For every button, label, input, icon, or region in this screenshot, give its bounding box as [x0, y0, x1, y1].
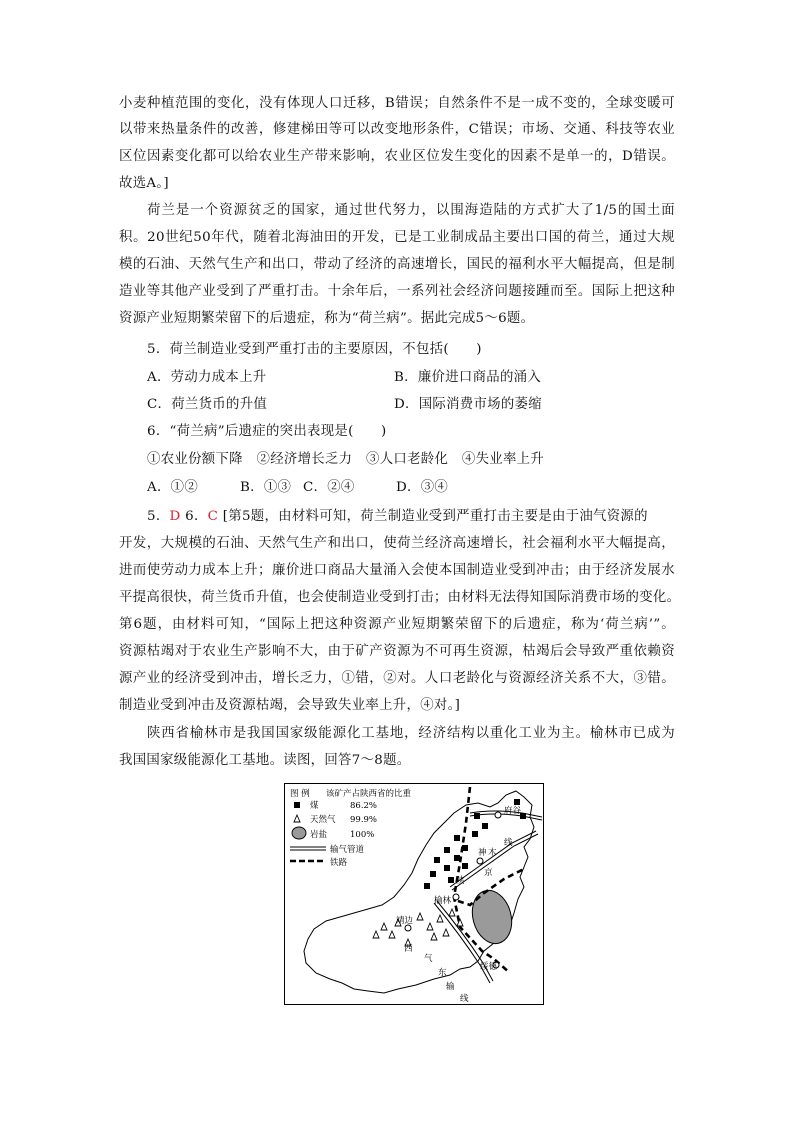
coal-mark — [454, 855, 460, 861]
q5-option-c: C．荷兰货币的升值 — [147, 397, 268, 412]
q6-option-b: B．①③ — [240, 480, 292, 495]
q6-items: ①农业份额下降 ②经济增长乏力 ③人口老龄化 ④失业率上升 — [147, 452, 545, 467]
legend-pipeline-label: 输气管道 — [330, 845, 365, 855]
answer-line-6: 资源枯竭对于农业生产影响不大，由于矿产资源为不可再生资源，枯竭后会导致严重依赖资 — [119, 644, 675, 659]
coal-mark — [514, 799, 520, 805]
label-xidong-5: 线 — [460, 994, 469, 1004]
answer-line-1 — [147, 507, 675, 527]
label-shenmu-3: 线 — [504, 838, 513, 848]
legend-header: 该矿产占陕西省的比重 — [326, 789, 412, 799]
label-fugu: 府谷 — [504, 806, 522, 816]
coal-mark — [482, 823, 488, 829]
answer-q5-letter: D — [169, 509, 181, 524]
legend-salt-icon — [292, 827, 306, 839]
coal-mark — [462, 863, 468, 869]
coal-mark — [474, 813, 480, 819]
q6-option-a: A．①② — [147, 480, 199, 495]
answer-line-8: 制造业受到冲击及资源枯竭，会导致失业率上升，④对。] — [119, 698, 461, 713]
legend-railway-label: 铁路 — [330, 858, 348, 868]
legend-title: 图 例 — [290, 789, 310, 799]
coal-mark — [454, 835, 460, 841]
q6-option-d: D．③④ — [396, 480, 449, 495]
label-suide: 绥德 — [480, 962, 498, 972]
answer-q6-letter: C — [207, 509, 219, 524]
yulin-map-figure — [284, 783, 544, 1005]
answer-line-5: 第6题，由材料可知，“国际上把这种资源产业短期繁荣留下的后遗症，称为‘荷兰病’”。 — [119, 617, 675, 632]
p2-line-3: 模的石油、天然气生产和出口，带动了经济的高速增长，国民的福利水平大幅提高，但是制 — [119, 257, 675, 272]
label-shenmu-1: 神 — [478, 848, 487, 858]
legend-gas-label: 天然气 — [310, 815, 336, 825]
answer-line-1-text: [第5题，由材料可知，荷兰制造业受到严重打击主要是由于油气资源的 — [222, 509, 648, 524]
coal-mark — [444, 865, 450, 871]
city-shenmu-marker — [477, 858, 483, 864]
legend-coal-icon — [294, 802, 300, 808]
label-xidong-1: 西 — [404, 944, 413, 954]
coal-mark — [462, 845, 468, 851]
answer-line-2: 开发，大规模的石油、天然气生产和出口，使荷兰经济高速增长，社会福利水平大幅提高， — [119, 536, 675, 551]
label-jingshan-2: 陕 — [456, 876, 465, 886]
city-fugu-marker — [495, 812, 501, 818]
q6-option-c: C．②④ — [303, 480, 355, 495]
legend-gas-value: 99.9% — [350, 815, 378, 825]
p1-line-4: 故选A。] — [119, 176, 169, 191]
label-xidong-3: 东 — [438, 968, 447, 978]
p1-line-1: 小麦种植范围的变化，没有体现人口迁移，B错误；自然条件不是一成不变的，全球变暖可 — [119, 96, 675, 111]
answer-q6-number: 6． — [185, 509, 208, 524]
coal-mark — [430, 871, 436, 877]
p3-line-2: 我国国家级能源化工基地。读图，回答7～8题。 — [119, 753, 411, 768]
answer-line-3: 进而使劳动力成本上升；廉价进口商品大量涌入会使本国制造业受到冲击；由于经济发展水 — [119, 563, 675, 578]
p3-line-1: 陕西省榆林市是我国国家级能源化工基地，经济结构以重化工业为主。榆林市已成为 — [147, 726, 675, 741]
city-yulin-marker — [453, 894, 459, 900]
legend-salt-value: 100% — [350, 830, 375, 840]
q5-option-d: D．国际消费市场的萎缩 — [394, 397, 542, 412]
q5-option-a: A．劳动力成本上升 — [147, 370, 267, 385]
coal-mark — [424, 883, 430, 889]
legend-coal-value: 86.2% — [350, 801, 378, 811]
legend-coal-label: 煤 — [310, 801, 319, 811]
label-jingshan-1: 京 — [484, 868, 493, 878]
answer-line-4: 平提高很快，荷兰货币升值，也会使制造业受到打击；由材料无法得知国际消费市场的变化。 — [119, 590, 681, 605]
q5-stem: 5．荷兰制造业受到严重打击的主要原因，不包括( ) — [147, 342, 482, 357]
p2-line-2: 积。20世纪50年代，随着北海油田的开发，已是工业制成品主要出口国的荷兰，通过大规 — [119, 230, 675, 245]
label-xidong-2: 气 — [424, 954, 433, 964]
yulin-map-svg — [284, 783, 544, 1005]
coal-mark — [472, 831, 478, 837]
label-shenmu-2: 木 — [488, 848, 497, 858]
label-yulin: 榆林 — [434, 896, 452, 906]
p2-line-4: 造业等其他产业受到了严重打击。十余年后，一系列社会经济问题接踵而至。国际上把这种 — [119, 284, 675, 299]
p2-line-1: 荷兰是一个资源贫乏的国家，通过世代努力，以围海造陆的方式扩大了1/5的国土面 — [147, 203, 675, 218]
label-jingbian: 靖边 — [396, 916, 414, 926]
p1-line-3: 区位因素变化都可以给农业生产带来影响，农业区位发生变化的因素不是单一的，D错误。 — [119, 149, 675, 164]
coal-mark — [444, 847, 450, 853]
answer-q5-number: 5． — [147, 509, 170, 524]
answer-line-7: 源产业的经济受到冲击，增长乏力，①错，②对。人口老龄化与资源经济关系不大，③错。 — [119, 671, 675, 686]
label-xidong-4: 输 — [446, 982, 455, 992]
coal-mark — [434, 857, 440, 863]
q5-option-b: B．廉价进口商品的涌入 — [394, 370, 542, 385]
q6-stem: 6．“荷兰病”后遗症的突出表现是( ) — [147, 424, 387, 439]
legend-salt-label: 岩盐 — [310, 830, 328, 840]
coal-mark — [448, 877, 454, 883]
p1-line-2: 以带来热量条件的改善，修建梯田等可以改变地形条件，C错误；市场、交通、科技等农业 — [119, 122, 675, 137]
p2-line-5: 资源产业短期繁荣留下的后遗症，称为“荷兰病”。据此完成5～6题。 — [119, 311, 535, 326]
